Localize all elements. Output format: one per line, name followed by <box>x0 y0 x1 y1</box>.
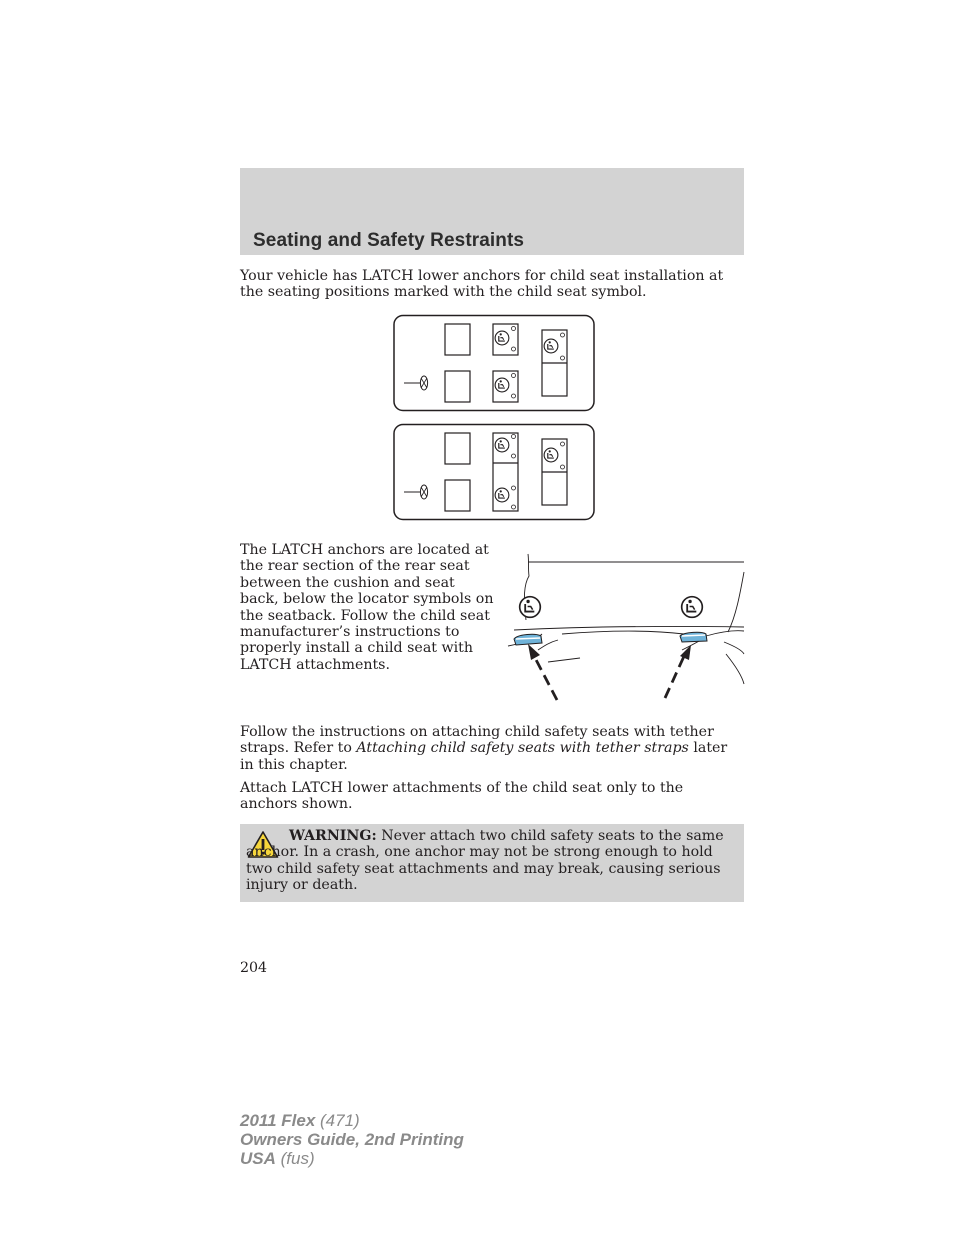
anchor-marker <box>561 356 565 360</box>
second-row-bench <box>493 433 518 511</box>
anchor-marker <box>512 374 516 378</box>
attach-note-paragraph: Attach LATCH lower attachments of the child seat only to the anchors shown. <box>240 780 684 813</box>
warning-label: WARNING: <box>289 828 377 844</box>
child-seat-icon <box>682 597 703 618</box>
anchor-marker <box>561 442 565 446</box>
anchor-marker <box>512 327 516 331</box>
warning-box <box>240 824 744 902</box>
latch-location-paragraph: The LATCH anchors are located at the rear section of the rear seat between the cushion and seat back, below the locator symbols on the seatback. Follow the child seat manufacturer’s instructions to properly install a child seat with LATCH attachments. <box>240 542 494 673</box>
section-header <box>240 168 744 255</box>
anchor-marker <box>512 435 516 439</box>
second-row-seat-right <box>493 324 518 355</box>
second-row-seat-left <box>493 371 518 402</box>
document-footer <box>240 1111 464 1168</box>
latch-anchor-right <box>680 632 707 642</box>
warning-text: WARNING: Never attach two child safety seats to the same anchor. In a crash, one anchor may not be strong enough to hold two child safety seat attachments and may break, causing serious injury or death. <box>246 828 724 894</box>
child-seat-icon <box>495 438 509 452</box>
child-seat-icon <box>495 488 509 502</box>
latch-anchor-illustration <box>502 550 746 706</box>
footer-model-line: 2011 Flex (471) <box>240 1111 360 1130</box>
latch-anchor-left <box>514 634 542 645</box>
child-seat-icon <box>520 597 541 618</box>
anchor-marker <box>512 505 516 509</box>
tether-paragraph: Follow the instructions on attaching child safety seats with tether straps. Refer to Attaching child safety seats with tether straps later in this chapter. <box>240 724 728 773</box>
driver-seat <box>445 371 470 402</box>
anchor-marker <box>561 333 565 337</box>
page-number: 204 <box>240 960 268 976</box>
child-seat-icon <box>544 339 558 353</box>
footer-region-line: USA (fus) <box>240 1149 315 1168</box>
anchor-marker <box>561 465 565 469</box>
driver-seat <box>445 480 470 511</box>
anchor-marker <box>512 454 516 458</box>
anchor-marker <box>512 486 516 490</box>
front-passenger-seat <box>445 324 470 355</box>
child-seat-icon <box>495 331 509 345</box>
anchor-marker <box>512 394 516 398</box>
third-row-bench <box>542 439 567 505</box>
third-row-bench <box>542 330 567 396</box>
front-passenger-seat <box>445 433 470 464</box>
section-title: Seating and Safety Restraints <box>253 230 525 251</box>
pointer-arrow-right <box>665 645 691 698</box>
pointer-arrow-left <box>528 644 557 700</box>
anchor-marker <box>512 347 516 351</box>
child-seat-icon <box>544 448 558 462</box>
seat-layout-diagram-top <box>392 314 596 413</box>
intro-paragraph: Your vehicle has LATCH lower anchors for child seat installation at the seating positions marked with the child seat symbol. <box>240 268 724 301</box>
seat-outline <box>508 554 744 684</box>
child-seat-icon <box>495 378 509 392</box>
footer-guide-line: Owners Guide, 2nd Printing <box>240 1130 464 1149</box>
tether-section-reference: Attaching child safety seats with tether straps <box>356 740 689 757</box>
seat-layout-diagram-bottom <box>392 423 596 522</box>
